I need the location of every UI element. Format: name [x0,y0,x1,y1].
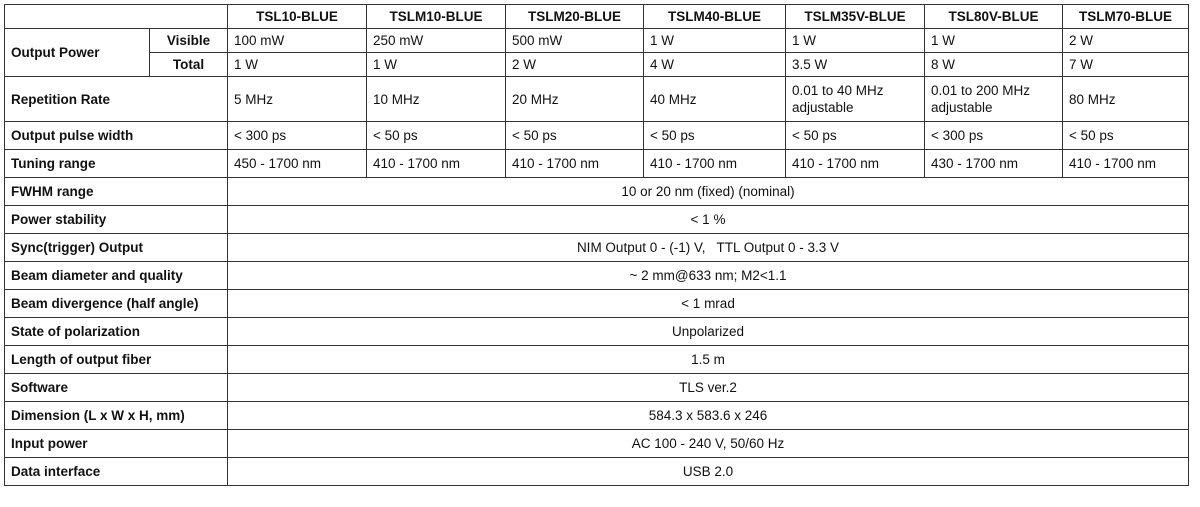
model-header: TSLM35V-BLUE [786,5,925,29]
model-header: TSL10-BLUE [228,5,367,29]
row-label-tuning-range: Tuning range [5,150,228,178]
beam-diameter-row [5,262,1189,290]
model-header: TSLM20-BLUE [506,5,644,29]
table-cell: 1 W [367,53,506,77]
table-cell: 1.5 m [228,346,1189,374]
table-cell: Unpolarized [228,318,1189,346]
table-cell: 410 - 1700 nm [367,150,506,178]
table-cell: < 50 ps [1063,122,1189,150]
polarization-row [5,318,1189,346]
table-cell: NIM Output 0 - (-1) V, TTL Output 0 - 3.3 V [228,234,1189,262]
software-row [5,374,1189,402]
row-label-output-power: Output Power [5,29,150,77]
table-cell: 7 W [1063,53,1189,77]
model-header: TSLM70-BLUE [1063,5,1189,29]
table-cell: 8 W [925,53,1063,77]
row-label-software: Software [5,374,228,402]
dimension-row [5,402,1189,430]
table-cell: < 1 % [228,206,1189,234]
row-label-beam-divergence: Beam divergence (half angle) [5,290,228,318]
row-label-fiber-length: Length of output fiber [5,346,228,374]
table-cell: 450 - 1700 nm [228,150,367,178]
sub-label-visible: Visible [150,29,228,53]
table-cell: < 50 ps [644,122,786,150]
table-cell: 250 mW [367,29,506,53]
table-cell: TLS ver.2 [228,374,1189,402]
header-row [5,5,1189,29]
table-cell: 410 - 1700 nm [644,150,786,178]
table-cell: ~ 2 mm@633 nm; M2<1.1 [228,262,1189,290]
table-cell: 5 MHz [228,77,367,122]
repetition-rate-row [5,77,1189,122]
input-power-row [5,430,1189,458]
sub-label-total: Total [150,53,228,77]
table-cell: 4 W [644,53,786,77]
table-cell: 410 - 1700 nm [1063,150,1189,178]
tuning-range-row [5,150,1189,178]
table-cell: 430 - 1700 nm [925,150,1063,178]
row-label-polarization: State of polarization [5,318,228,346]
table-cell: 10 MHz [367,77,506,122]
table-cell: 0.01 to 200 MHz adjustable [925,77,1063,122]
fiber-length-row [5,346,1189,374]
table-cell: AC 100 - 240 V, 50/60 Hz [228,430,1189,458]
output-power-total-row [5,53,1189,77]
row-label-data-interface: Data interface [5,458,228,486]
beam-divergence-row [5,290,1189,318]
table-cell: 410 - 1700 nm [786,150,925,178]
table-cell: < 50 ps [786,122,925,150]
row-label-repetition-rate: Repetition Rate [5,77,228,122]
table-cell: 20 MHz [506,77,644,122]
table-cell: 10 or 20 nm (fixed) (nominal) [228,178,1189,206]
model-header: TSLM10-BLUE [367,5,506,29]
output-power-visible-row [5,29,1189,53]
table-cell: 410 - 1700 nm [506,150,644,178]
table-cell: 500 mW [506,29,644,53]
model-header: TSLM40-BLUE [644,5,786,29]
row-label-fwhm-range: FWHM range [5,178,228,206]
table-cell: 80 MHz [1063,77,1189,122]
row-label-beam-diameter: Beam diameter and quality [5,262,228,290]
table-cell: USB 2.0 [228,458,1189,486]
model-header: TSL80V-BLUE [925,5,1063,29]
spec-table-container [4,4,1189,486]
table-cell: 3.5 W [786,53,925,77]
spec-table [4,4,1189,486]
fwhm-range-row [5,178,1189,206]
table-cell: 2 W [506,53,644,77]
table-cell: 1 W [786,29,925,53]
row-label-dimension: Dimension (L x W x H, mm) [5,402,228,430]
table-cell: < 50 ps [367,122,506,150]
table-cell: 40 MHz [644,77,786,122]
table-cell: < 300 ps [925,122,1063,150]
row-label-power-stability: Power stability [5,206,228,234]
power-stability-row [5,206,1189,234]
table-cell: 1 W [644,29,786,53]
data-interface-row [5,458,1189,486]
table-cell: < 50 ps [506,122,644,150]
table-cell: 2 W [1063,29,1189,53]
pulse-width-row [5,122,1189,150]
sync-output-row [5,234,1189,262]
row-label-input-power: Input power [5,430,228,458]
table-cell: < 300 ps [228,122,367,150]
table-cell: 100 mW [228,29,367,53]
table-cell: 1 W [925,29,1063,53]
table-cell: < 1 mrad [228,290,1189,318]
row-label-pulse-width: Output pulse width [5,122,228,150]
row-label-sync-output: Sync(trigger) Output [5,234,228,262]
table-cell: 1 W [228,53,367,77]
table-cell: 584.3 x 583.6 x 246 [228,402,1189,430]
table-cell: 0.01 to 40 MHz adjustable [786,77,925,122]
header-corner [5,5,228,29]
